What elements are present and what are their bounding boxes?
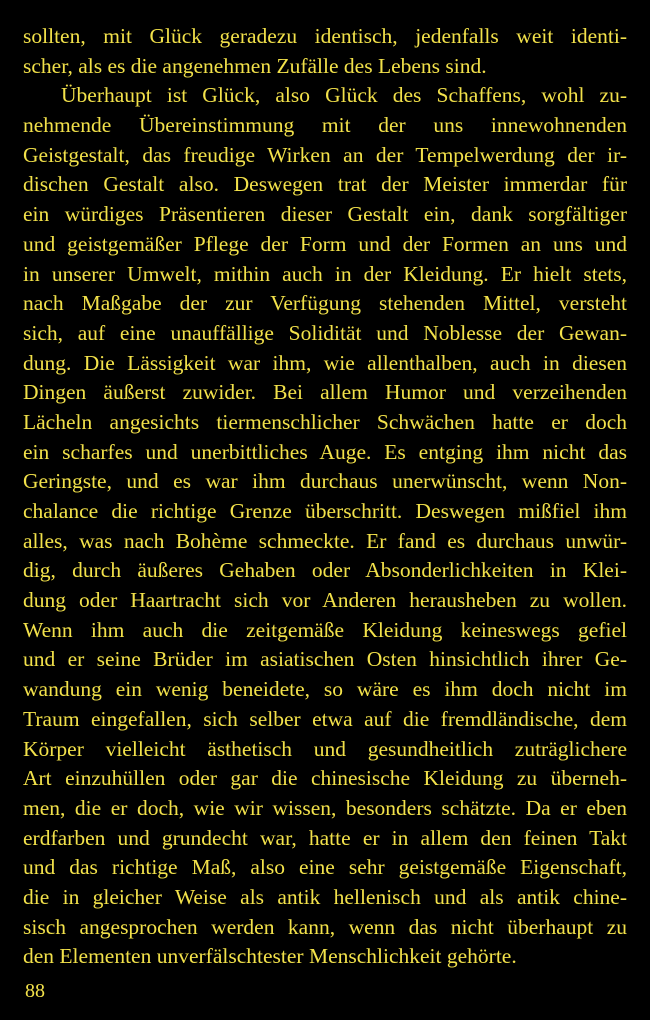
text-line: den Elementen unverfälschtester Menschlichkeit gehörte. xyxy=(23,944,517,969)
text-line: und das richtige Maß, also eine sehr geistgemäße Eigenschaft, xyxy=(23,855,627,880)
body-text xyxy=(23,22,627,972)
text-line: erdfarben und grundecht war, hatte er in allem den feinen Takt xyxy=(23,825,627,850)
text-line: Geringste, und es war ihm durchaus unerwünscht, wenn Non- xyxy=(23,469,627,494)
text-line: Geistgestalt, das freudige Wirken an der Tempelwerdung der ir- xyxy=(23,142,627,167)
text-line: men, die er doch, wie wir wissen, besonders schätzte. Da er eben xyxy=(23,795,627,820)
text-line: chalance die richtige Grenze überschritt. Deswegen mißfiel ihm xyxy=(23,499,627,523)
text-line: sich, auf eine unauffällige Solidität und Noblesse der Gewan- xyxy=(23,320,627,345)
text-line: nach Maßgabe der zur Verfügung stehenden Mittel, versteht xyxy=(23,291,627,316)
text-line: Lächeln angesichts tiermenschlicher Schwächen hatte er doch xyxy=(23,409,627,434)
text-line: Körper vielleicht ästhetisch und gesundheitlich zuträglichere xyxy=(23,736,627,761)
text-line: alles, was nach Bohème schmeckte. Er fand es durchaus unwür- xyxy=(23,528,627,553)
text-line: sollten, mit Glück geradezu identisch, jedenfalls weit identi- xyxy=(23,24,627,48)
page-number: 88 xyxy=(25,980,45,1002)
text-line: Wenn ihm auch die zeitgemäße Kleidung keineswegs gefiel xyxy=(23,617,627,642)
text-line: Überhaupt ist Glück, also Glück des Schaffens, wohl zu- xyxy=(61,83,627,108)
text-line: ein scharfes und unerbittliches Auge. Es entging ihm nicht das xyxy=(23,439,627,464)
text-line: dig, durch äußeres Gehaben oder Absonderlichkeiten in Klei- xyxy=(23,558,627,583)
text-line: dung. Die Lässigkeit war ihm, wie allenthalben, auch in diesen xyxy=(23,350,627,375)
text-line: die in gleicher Weise als antik hellenisch und als antik chine- xyxy=(23,884,627,909)
text-line: scher, als es die angenehmen Zufälle des Lebens sind. xyxy=(23,53,487,78)
text-line: in unserer Umwelt, mithin auch in der Kleidung. Er hielt stets, xyxy=(23,261,627,286)
text-line: Art einzuhüllen oder gar die chinesische Kleidung zu überneh- xyxy=(23,766,627,791)
text-line: Traum eingefallen, sich selber etwa auf die fremdländische, dem xyxy=(23,706,627,731)
text-line: dung oder Haartracht sich vor Anderen herausheben zu wollen. xyxy=(23,588,627,613)
text-line: und er seine Brüder im asiatischen Osten hinsichtlich ihrer Ge- xyxy=(23,647,627,672)
text-line: und geistgemäßer Pflege der Form und der Formen an uns und xyxy=(23,231,627,256)
text-line: wandung ein wenig beneidete, so wäre es ihm doch nicht im xyxy=(23,677,627,702)
text-line: nehmende Übereinstimmung mit der uns innewohnenden xyxy=(23,113,627,138)
text-line: sisch angesprochen werden kann, wenn das nicht überhaupt zu xyxy=(23,914,627,939)
text-line: ein würdiges Präsentieren dieser Gestalt ein, dank sorgfältiger xyxy=(23,202,627,227)
text-line: dischen Gestalt also. Deswegen trat der Meister immerdar für xyxy=(23,172,627,197)
text-line: Dingen äußerst zuwider. Bei allem Humor und verzeihenden xyxy=(23,380,627,405)
